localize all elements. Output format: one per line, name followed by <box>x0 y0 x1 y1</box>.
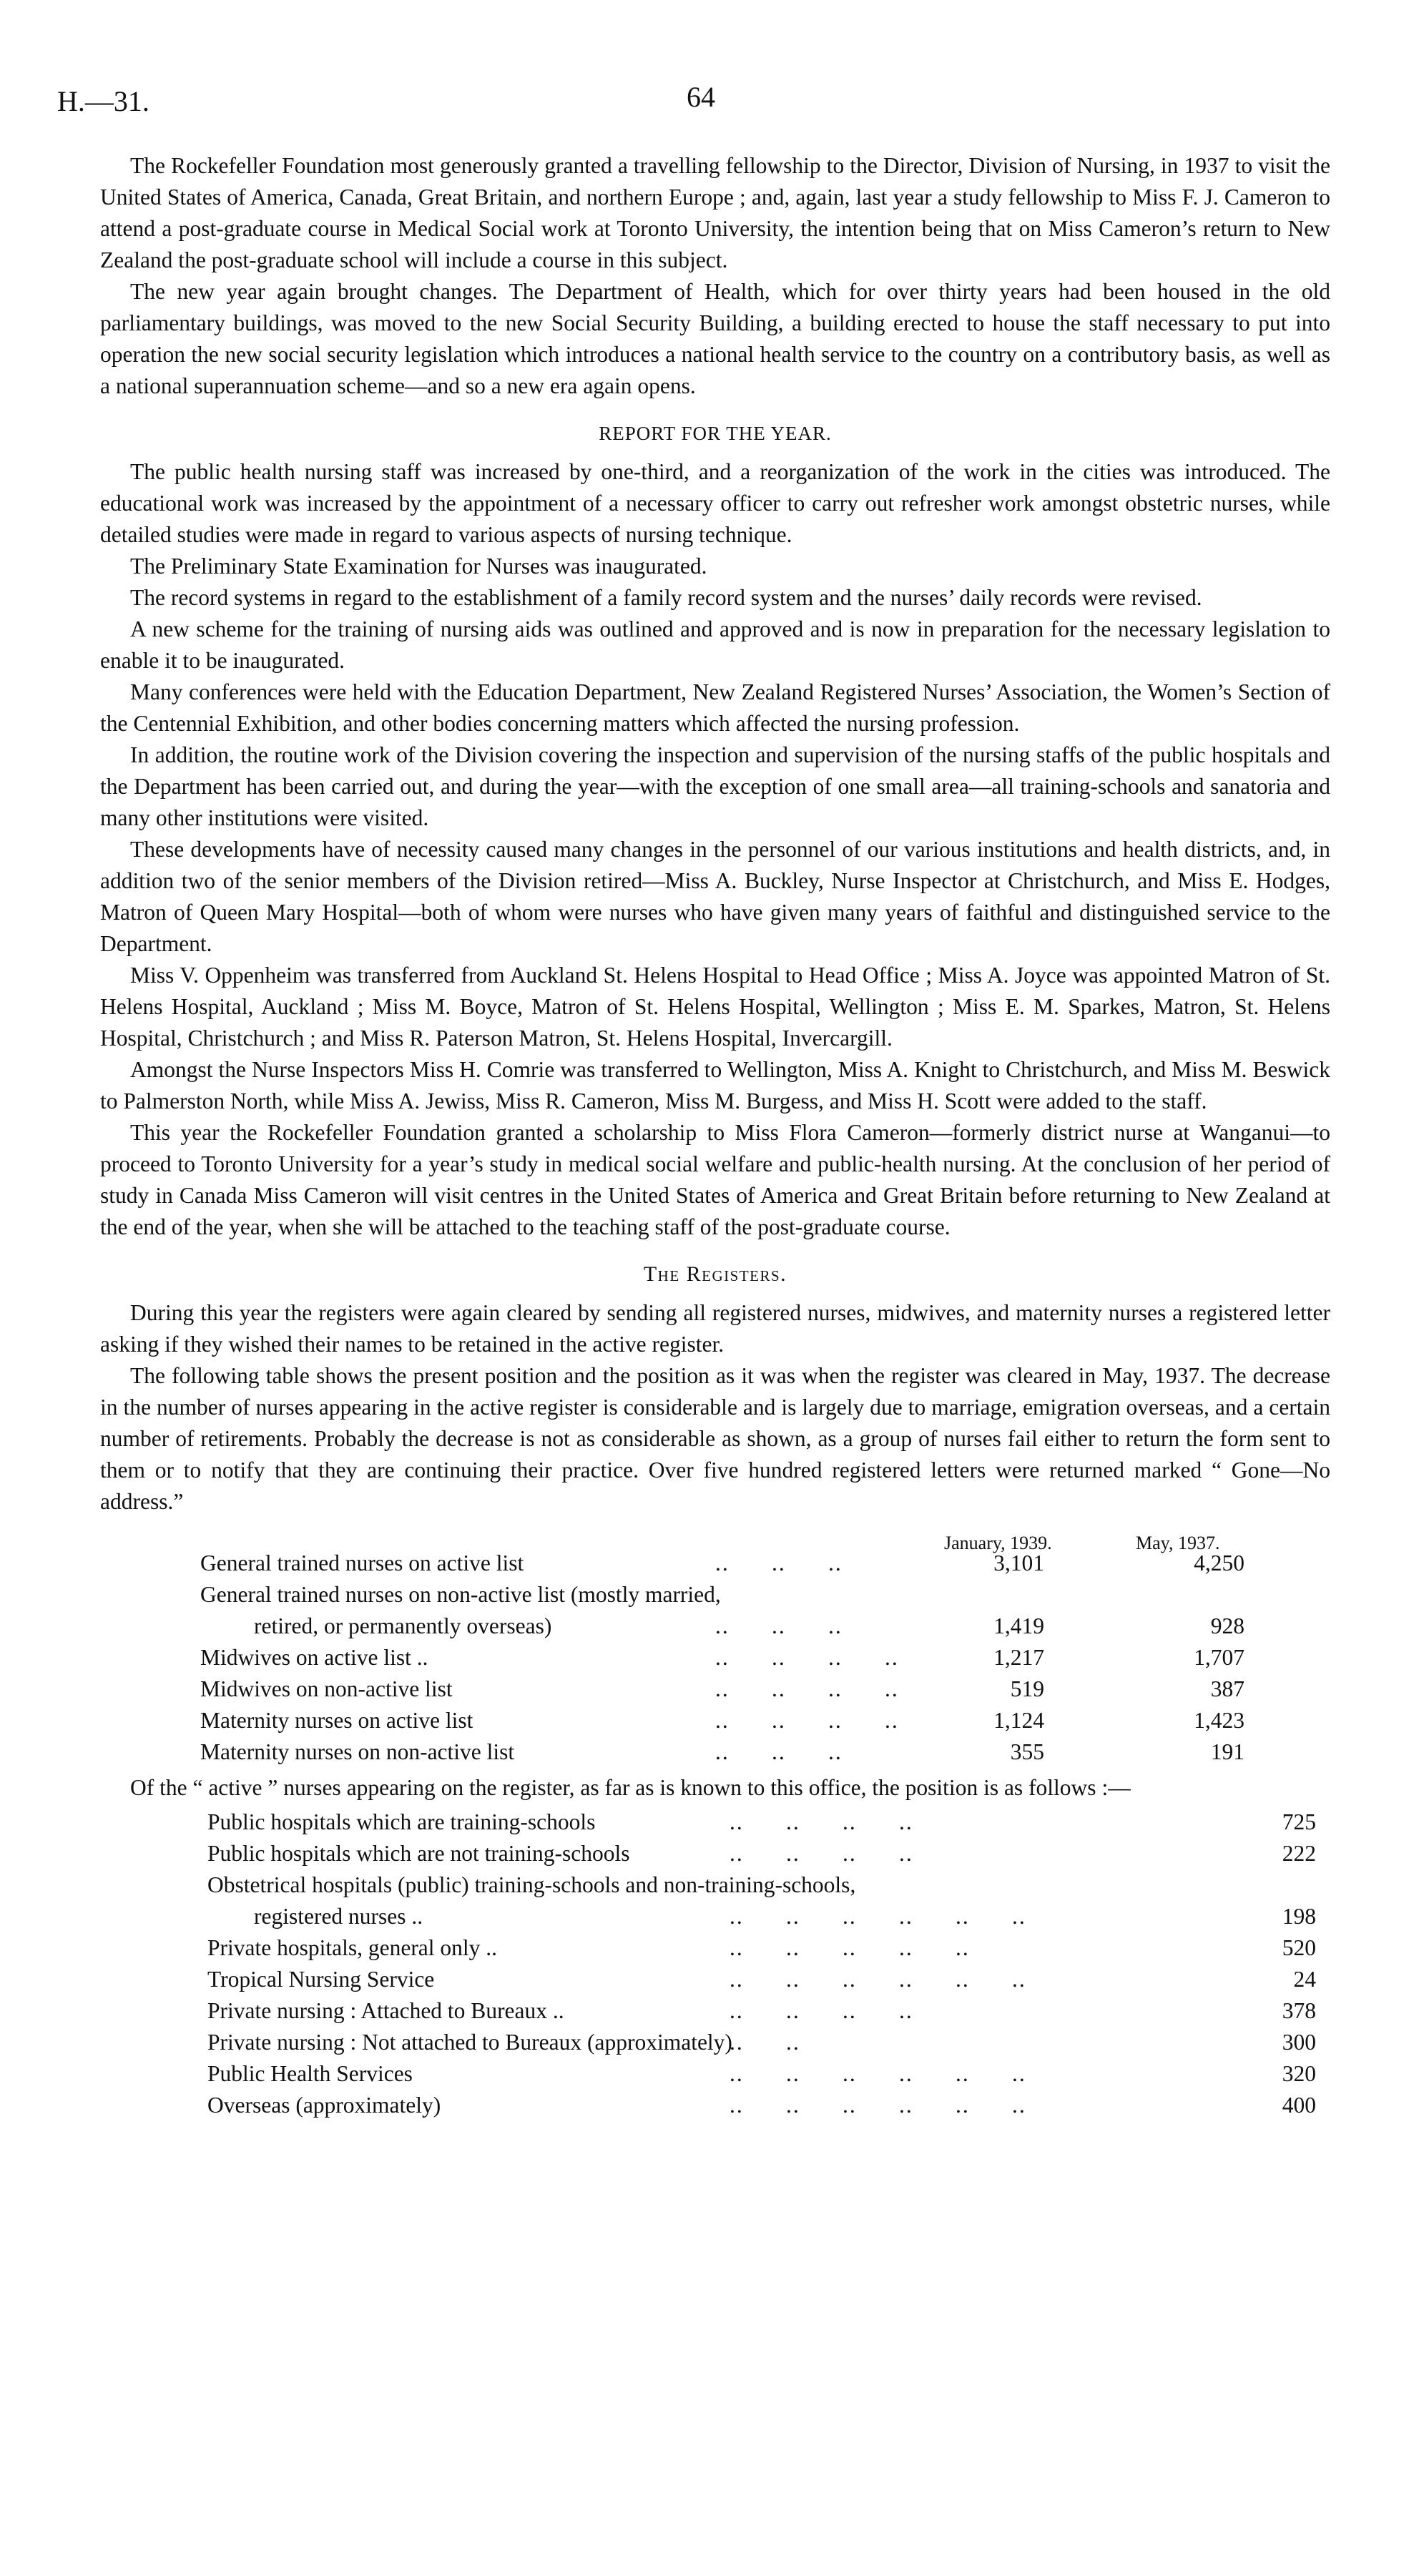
list-item <box>100 1932 1330 1964</box>
leader-dots: .. .. .. .. .. .. <box>730 2093 1026 2118</box>
row-label: General trained nurses on active list <box>200 1550 524 1575</box>
value-1937: 191 <box>1210 1739 1244 1764</box>
item-label: Obstetrical hospitals (public) training-schools and non-training-schools, <box>207 1872 856 1897</box>
paragraph: Amongst the Nurse Inspectors Miss H. Comrie was transferred to Wellington, Miss A. Knight to Christchurch, and Miss M. Beswick to Palmerston North, while Miss A. Jewiss, Miss R. Cameron, Miss M. Burgess, and Miss H. Scott were added to the staff. <box>100 1057 1330 1114</box>
item-value: 24 <box>1293 1967 1316 1992</box>
item-value: 400 <box>1282 2093 1316 2118</box>
item-value: 725 <box>1282 1809 1316 1834</box>
item-label: Public Health Services <box>207 2061 413 2086</box>
leader-dots: .. .. .. .. <box>730 1998 913 2023</box>
list-item <box>100 1806 1330 1838</box>
leader-dots: .. .. .. .. <box>730 1809 913 1834</box>
register-table <box>100 1519 1330 1768</box>
paragraph: Many conferences were held with the Education Department, New Zealand Registered Nurses’ Association, the Women’s Section of the Centennial Exhibition, and other bodies concerning matters which affected the nursing profession. <box>100 679 1330 736</box>
leader-dots: .. .. .. .. <box>715 1708 899 1733</box>
item-label: Public hospitals which are training-schools <box>207 1809 596 1834</box>
leader-dots: .. .. .. <box>715 1613 843 1638</box>
item-label: Tropical Nursing Service <box>207 1967 435 1992</box>
row-label: Midwives on active list .. <box>200 1645 428 1670</box>
item-value: 300 <box>1282 2030 1316 2055</box>
leader-dots: .. .. .. .. <box>715 1676 899 1701</box>
page-number: 64 <box>687 81 715 113</box>
section-heading-report: REPORT FOR THE YEAR. <box>599 423 832 444</box>
item-label: Overseas (approximately) <box>207 2093 441 2118</box>
value-1937: 4,250 <box>1194 1550 1244 1575</box>
table-row <box>100 1673 1330 1705</box>
paragraph: This year the Rockefeller Foundation granted a scholarship to Miss Flora Cameron—formerly district nurse at Wanganui—to proceed to Toronto University for a year’s study in medical social welfare and public-health nursing. At the conclusion of her period of study in Canada Miss Cameron will visit centres in the United States of America and Great Britain before returning to New Zealand at the end of the year, when she will be attached to the teaching staff of the post-graduate course. <box>100 1120 1330 1239</box>
section-heading-registers: The Registers. <box>643 1262 787 1286</box>
list-item <box>100 1995 1330 2027</box>
item-value: 198 <box>1282 1904 1316 1929</box>
table-row <box>100 1579 1330 1611</box>
paragraph: Of the “ active ” nurses appearing on the register, as far as is known to this office, the position is as follows :— <box>130 1775 1131 1800</box>
item-value: 378 <box>1282 1998 1316 2023</box>
value-1939: 1,419 <box>993 1613 1044 1638</box>
item-label: Private nursing : Attached to Bureaux .. <box>207 1998 564 2023</box>
item-label: Private nursing : Not attached to Bureaux (approximately) <box>207 2030 732 2055</box>
paragraph: In addition, the routine work of the Division covering the inspection and supervision of the nursing staffs of the public hospitals and the Department has been carried out, and during the year—with the exception of one small area—all training-schools and sanatoria and many other institutions were visited. <box>100 742 1330 830</box>
item-label: Private hospitals, general only .. <box>207 1935 498 1960</box>
value-1939: 355 <box>1010 1739 1044 1764</box>
list-item <box>100 1964 1330 1995</box>
item-label-continued: registered nurses .. <box>254 1904 423 1929</box>
value-1937: 1,707 <box>1194 1645 1244 1670</box>
paragraph: The record systems in regard to the establishment of a family record system and the nurses’ daily records were revised. <box>130 585 1202 610</box>
leader-dots: .. .. .. .. .. .. <box>730 2061 1026 2086</box>
table-header <box>100 1519 1330 1553</box>
value-1937: 1,423 <box>1194 1708 1244 1733</box>
table-row <box>100 1548 1330 1579</box>
leader-dots: .. .. .. <box>715 1739 843 1764</box>
paragraph: The public health nursing staff was increased by one-third, and a reorganization of the work in the cities was introduced. The educational work was increased by the appointment of a necessary officer to carry out refresher work amongst obstetric nurses, while detailed studies were made in regard to various aspects of nursing technique. <box>100 459 1330 547</box>
position-list <box>100 1806 1330 2121</box>
leader-dots: .. .. .. <box>715 1550 843 1575</box>
value-1937: 387 <box>1210 1676 1244 1701</box>
list-item <box>100 2090 1330 2121</box>
paragraph: The following table shows the present position and the position as it was when the register was cleared in May, 1937. The decrease in the number of nurses appearing in the active register is considerable and is largely due to marriage, emigration overseas, and a certain number of retirements. Probably the decrease is not as considerable as shown, as a group of nurses fail either to return the form sent to them or to notify that they are continuing their practice. Over five hundred registered letters were returned marked “ Gone—No address.” <box>100 1363 1330 1514</box>
leader-dots: .. .. .. .. <box>715 1645 899 1670</box>
running-head <box>0 81 1419 127</box>
item-value: 320 <box>1282 2061 1316 2086</box>
row-label-continued: retired, or permanently overseas) <box>254 1613 552 1638</box>
list-item <box>100 1869 1330 1901</box>
document-body <box>100 150 1330 2121</box>
list-item <box>100 2058 1330 2090</box>
table-row <box>100 1736 1330 1768</box>
list-item <box>100 1838 1330 1869</box>
value-1939: 519 <box>1010 1676 1044 1701</box>
paragraph: Miss V. Oppenheim was transferred from Auckland St. Helens Hospital to Head Office ; Miss A. Joyce was appointed Matron of St. Helens Hospital, Auckland ; Miss M. Boyce, Matron of St. Helens Hospital, Wellington ; Miss E. M. Sparkes, Matron, St. Helens Hospital, Christchurch ; and Miss R. Paterson Matron, St. Helens Hospital, Invercargill. <box>100 963 1330 1051</box>
paragraph: These developments have of necessity caused many changes in the personnel of our various institutions and health districts, and, in addition two of the senior members of the Division retired—Miss A. Buckley, Nurse Inspector at Christchurch, and Miss E. Hodges, Matron of Queen Mary Hospital—both of whom were nurses who have given many years of faithful and distinguished service to the Department. <box>100 837 1330 956</box>
leader-dots: .. .. .. .. .. .. <box>730 1904 1026 1929</box>
list-item <box>100 2027 1330 2058</box>
table-row <box>100 1705 1330 1736</box>
row-label: Maternity nurses on non-active list <box>200 1739 515 1764</box>
value-1939: 3,101 <box>993 1550 1044 1575</box>
row-label: Midwives on non-active list <box>200 1676 453 1701</box>
paragraph: A new scheme for the training of nursing aids was outlined and approved and is now in preparation for the necessary legislation to enable it to be inaugurated. <box>100 616 1330 673</box>
value-1939: 1,124 <box>993 1708 1044 1733</box>
item-label: Public hospitals which are not training-schools <box>207 1841 630 1866</box>
column-header-jan-1939: January, 1939. <box>944 1533 1052 1553</box>
paragraph: The Preliminary State Examination for Nurses was inaugurated. <box>130 554 707 579</box>
row-label: General trained nurses on non-active list (mostly married, <box>200 1582 721 1607</box>
leader-dots: .. .. .. .. .. .. <box>730 1967 1026 1992</box>
table-row <box>100 1642 1330 1673</box>
item-value: 222 <box>1282 1841 1316 1866</box>
leader-dots: .. .. .. .. <box>730 1841 913 1866</box>
value-1937: 928 <box>1210 1613 1244 1638</box>
leader-dots: .. .. <box>730 2030 800 2055</box>
value-1939: 1,217 <box>993 1645 1044 1670</box>
item-value: 520 <box>1282 1935 1316 1960</box>
paragraph: The new year again brought changes. The Department of Health, which for over thirty years had been housed in the old parliamentary buildings, was moved to the new Social Security Building, a building erected to house the staff necessary to put into operation the new social security legislation which introduces a national health service to the country on a contributory basis, as well as a national superannuation scheme—and so a new era again opens. <box>100 279 1330 398</box>
table-row <box>100 1611 1330 1642</box>
leader-dots: .. .. .. .. .. <box>730 1935 970 1960</box>
document-code: H.—31. <box>57 85 149 117</box>
column-header-may-1937: May, 1937. <box>1136 1533 1220 1553</box>
row-label: Maternity nurses on active list <box>200 1708 473 1733</box>
list-item <box>100 1901 1330 1932</box>
paragraph: During this year the registers were again cleared by sending all registered nurses, midwives, and maternity nurses a registered letter asking if they wished their names to be retained in the active register. <box>100 1300 1330 1357</box>
paragraph: The Rockefeller Foundation most generously granted a travelling fellowship to the Director, Division of Nursing, in 1937 to visit the United States of America, Canada, Great Britain, and northern Europe ; and, again, last year a study fellowship to Miss F. J. Cameron to attend a post-graduate course in Medical Social work at Toronto University, the intention being that on Miss Cameron’s return to New Zealand the post-graduate school will include a course in this subject. <box>100 153 1330 272</box>
